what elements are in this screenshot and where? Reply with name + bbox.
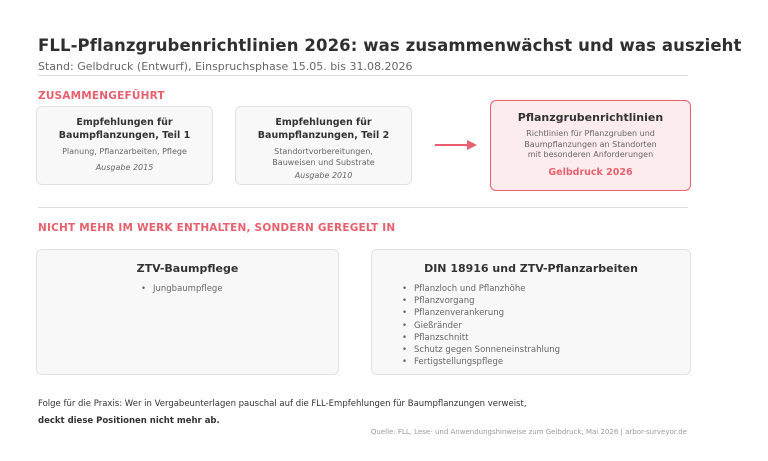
box-din-18916-ztv-pflanzarbeiten: [371, 249, 691, 375]
item-list: [37, 283, 338, 295]
source-card-teil-1: [36, 106, 213, 185]
card-title: Empfehlungen für Baumpflanzungen, Teil 1: [58, 117, 191, 141]
page-title: FLL-Pflanzgrubenrichtlinien 2026: was zusammenwächst und was auszieht: [38, 36, 742, 55]
practice-note: [38, 396, 527, 430]
card-edition: Ausgabe 2015: [95, 162, 154, 172]
divider-top: [38, 75, 688, 76]
status-badge: Gelbdruck 2026: [548, 166, 633, 178]
card-description: Planung, Pflanzarbeiten, Pflege: [62, 147, 187, 156]
list-item: • Jungbaumpflege: [141, 284, 223, 294]
section-label-merged: ZUSAMMENGEFÜHRT: [38, 90, 165, 102]
card-title: Empfehlungen für Baumpflanzungen, Teil 2: [257, 117, 390, 141]
divider-middle: [38, 207, 688, 208]
source-citation: Quelle: FLL, Lese- und Anwendungshinweise zum Gelbdruck, Mai 2026 | arbor-surveyor.de: [370, 428, 687, 436]
list-item: • Fertigstellungspflege: [402, 357, 504, 368]
section-label-removed: NICHT MEHR IM WERK ENTHALTEN, SONDERN GEREGELT IN: [38, 222, 396, 234]
source-card-teil-2: [235, 106, 412, 185]
card-description: Richtlinien für Pflanzgruben und Baumpflanzungen an Standorten mit besonderen Anforderungen: [524, 129, 657, 159]
card-edition: Ausgabe 2010: [294, 171, 353, 180]
list-item: • Pflanzloch und Pflanzhöhe: [402, 284, 526, 294]
box-ztv-baumpflege: [36, 249, 339, 375]
card-title: Pflanzgrubenrichtlinien: [517, 111, 664, 124]
practice-note-line-1: Folge für die Praxis: Wer in Vergabeunterlagen pauschal auf die FLL-Empfehlungen für Baumpflanzungen verweist,: [38, 399, 527, 409]
target-card-pflanzgrubenrichtlinien: [490, 100, 691, 191]
page-subtitle: Stand: Gelbdruck (Entwurf), Einspruchsphase 15.05. bis 31.08.2026: [38, 60, 413, 73]
list-item: • Gießränder: [402, 320, 462, 331]
card-description: Standortvorbereitungen, Bauweisen und Substrate: [272, 147, 375, 167]
practice-note-line-2: deckt diese Positionen nicht mehr ab.: [38, 416, 220, 426]
item-list: [372, 283, 690, 368]
list-item: • Schutz gegen Sonneneinstrahlung: [402, 345, 561, 356]
list-item: • Pflanzschnitt: [402, 332, 469, 343]
box-title: DIN 18916 und ZTV-Pflanzarbeiten: [424, 262, 638, 275]
list-item: • Pflanzenverankerung: [402, 308, 505, 319]
arrow-right-icon: [433, 137, 479, 153]
box-title: ZTV-Baumpflege: [136, 262, 239, 275]
list-item: • Pflanzvorgang: [402, 296, 475, 307]
